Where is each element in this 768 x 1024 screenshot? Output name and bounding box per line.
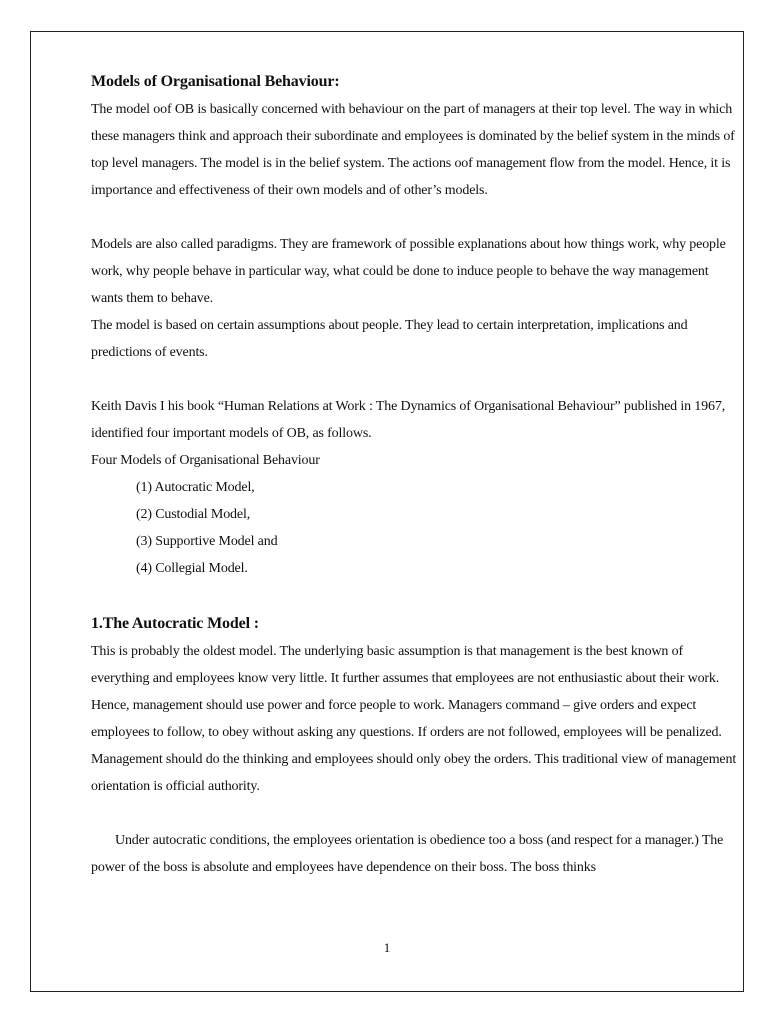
paragraph-assumptions: The model is based on certain assumptions about people. They lead to certain interpretation, implications and predictions of events. [91, 318, 688, 360]
list-item: (1) Autocratic Model, [136, 480, 255, 495]
section-heading-models: Models of Organisational Behaviour: [91, 73, 340, 90]
paragraph-autocratic-conditions: Under autocratic conditions, the employees orientation is obedience too a boss (and respect for a manager.) The power of the boss is absolute and employees have dependence on their boss. The boss thinks [91, 833, 724, 875]
paragraph-paradigms: Models are also called paradigms. They are framework of possible explanations about how things work, why people work, why people behave in particular way, what could be done to induce people to behave the way management wants them to behave. [91, 237, 726, 306]
page-content [91, 68, 741, 881]
page-number: 1 [383, 940, 391, 955]
paragraph-four-models: Four Models of Organisational Behaviour [91, 453, 320, 468]
list-item: (4) Collegial Model. [136, 561, 248, 576]
paragraph-autocratic: This is probably the oldest model. The underlying basic assumption is that management is the best known of everything and employees know very little. It further assumes that employees are not enthusiastic about their work. Hence, management should use power and force people to work. Managers command – give orders and expect employees to follow, to obey without asking any questions. If orders are not followed, employees will be penalized. Management should do the thinking and employees should only obey the orders. This traditional view of management orientation is official authority. [91, 644, 737, 794]
list-item: (3) Supportive Model and [136, 534, 278, 549]
paragraph-keith-davis: Keith Davis I his book “Human Relations at Work : The Dynamics of Organisational Behaviour” published in 1967, identified four important models of OB, as follows. [91, 399, 726, 441]
list-item: (2) Custodial Model, [136, 507, 251, 522]
document-page [30, 31, 744, 992]
section-heading-autocratic: 1.The Autocratic Model : [91, 615, 259, 632]
models-list [91, 474, 741, 582]
paragraph-intro: The model oof OB is basically concerned with behaviour on the part of managers at their top level. The way in which these managers think and approach their subordinate and employees is dominated by the belief system in the minds of top level managers. The model is in the belief system. The actions oof management flow from the model. Hence, it is importance and effectiveness of their own models and of other’s models. [91, 102, 735, 198]
